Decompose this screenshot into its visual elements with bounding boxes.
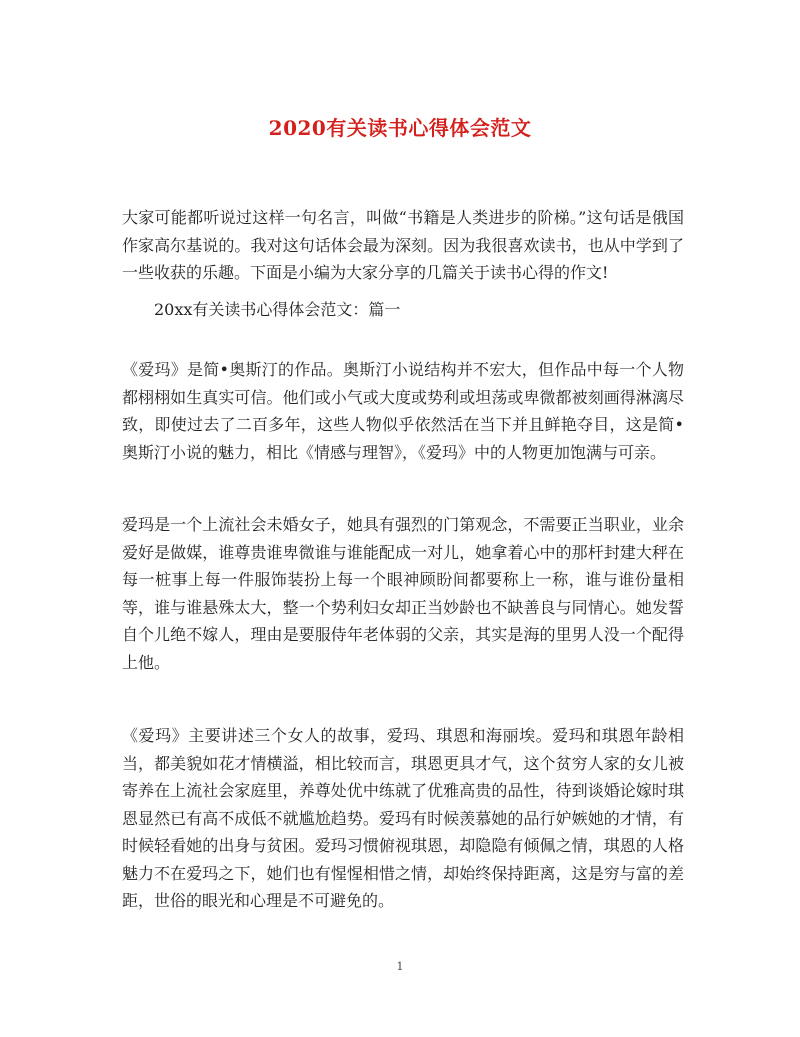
- document-title: 2020有关读书心得体会范文: [268, 116, 532, 140]
- intro-paragraph: 大家可能都听说过这样一句名言，叫做“书籍是人类进步的阶梯。”这句话是俄国作家高尔基说的。我对这句话体会最为深刻。因为我很喜欢读书，也从中学到了一些收获的乐趣。下面是小编为大家分享的几篇关于读书心得的作文!: [122, 208, 684, 282]
- body-paragraph-3: 《爱玛》主要讲述三个女人的故事，爱玛、琪恩和海丽埃。爱玛和琪恩年龄相当，都美貌如花才情横溢，相比较而言，琪恩更具才气，这个贫穷人家的女儿被寄养在上流社会家庭里，养尊处优中练就了优雅高贵的品性，待到谈婚论嫁时琪恩显然已有高不成低不就尴尬趋势。爱玛有时候羡慕她的品行妒嫉她的才情，有时候轻看她的出身与贫困。爱玛习惯俯视琪恩，却隐隐有倾佩之情，琪恩的人格魅力不在爱玛之下，她们也有惺惺相惜之情，却始终保持距离，这是穷与富的差距，世俗的眼光和心理是不可避免的。: [122, 726, 684, 910]
- section-subtitle: 20xx有关读书心得体会范文：篇一: [154, 300, 401, 319]
- body-paragraph-2: 爱玛是一个上流社会未婚女子，她具有强烈的门第观念，不需要正当职业，业余爱好是做媒，谁尊贵谁卑微谁与谁能配成一对儿，她拿着心中的那杆封建大秤在每一桩事上每一件服饰装扮上每一个眼神顾盼间都要称上一称，谁与谁份量相等，谁与谁悬殊太大，整一个势利妇女却正当妙龄也不缺善良与同情心。她发誓自个儿绝不嫁人，理由是要服侍年老体弱的父亲，其实是海的里男人没一个配得上他。: [122, 515, 684, 672]
- body-paragraph-1: 《爱玛》是简•奥斯汀的作品。奥斯汀小说结构并不宏大，但作品中每一个人物都栩栩如生真实可信。他们或小气或大度或势利或坦荡或卑微都被刻画得淋漓尽致，即使过去了二百多年，这些人物似乎依然活在当下并且鲜艳夺目，这是简•奥斯汀小说的魅力，相比《情感与理智》，《爱玛》中的人物更加饱满与可亲。: [122, 360, 684, 462]
- page-number: 1: [396, 960, 404, 973]
